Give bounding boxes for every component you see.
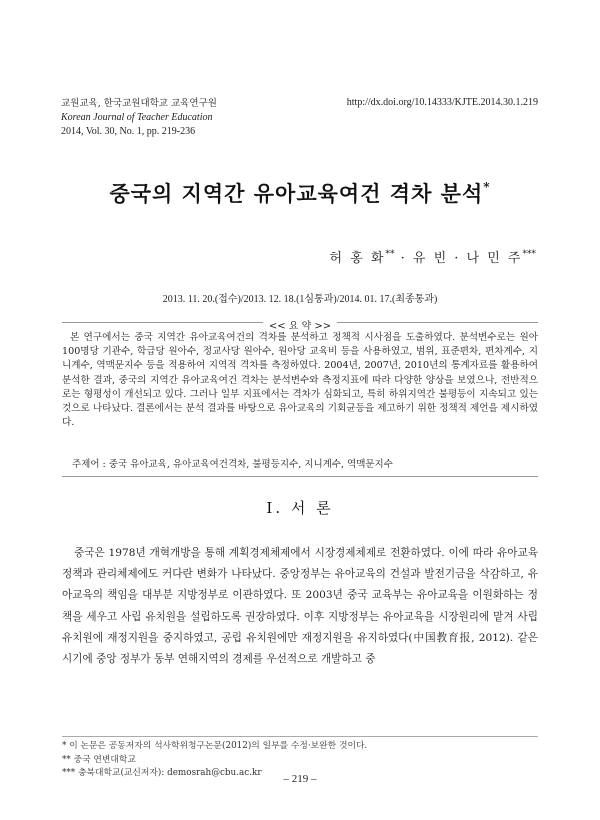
abstract-label: << 요 약 >> (263, 321, 337, 332)
paper-title-text: 중국의 지역간 유아교육여건 격차 분석 (109, 181, 484, 206)
submission-dates: 2013. 11. 20.(접수)/2013. 12. 18.(1심통과)/2014. 01. 17.(최종통과) (162, 294, 438, 305)
title-footnote-mark: * (483, 180, 491, 194)
author-name: 나 민 주 (466, 251, 523, 266)
volume-info: 2014, Vol. 30, No. 1, pp. 219-236 (61, 126, 196, 137)
abstract-bottom-rule (62, 476, 538, 477)
page-number: – 219 – (283, 773, 317, 785)
author-separator: · (394, 251, 413, 266)
footnote: *** 충북대학교(교신저자): demosrah@cbu.ac.kr (62, 768, 262, 778)
author-mark: *** (522, 249, 536, 260)
author-separator: · (448, 251, 467, 266)
footnote-rule (62, 736, 538, 737)
paper-title (0, 178, 600, 208)
doi-link[interactable]: http://dx.doi.org/10.14333/KJTE.2014.30.1.219 (346, 97, 538, 108)
author-mark: ** (385, 249, 395, 260)
abstract-text: 본 연구에서는 중국 지역간 유아교육여건의 격차를 분석하고 정책적 시사점을 도출하였다. 분석변수로는 원아 100명당 기관수, 학급당 원아수, 정교사당 원아수, 원아당 교육비 등을 사용하였고, 범위, 표준편차, 편차계수, 지니계수, 역맥문지수 등을 적용하여 지역적 격차를 측정하였다. 2004년, 2007년, 2010년의 통계자료를 활용하여 분석한 결과, 중국의 지역간 유아교육여건 격차는 분석변수와 측정지표에 따라 다양한 양상을 보였으나, 전반적으로는 형평성이 개선되고 있다. 그러나 일부 지표에서는 격차가 심화되고, 특히 하위지역간 불평등이 지속되고 있는 것으로 나타났다. 결론에서는 분석 결과를 바탕으로 유아교육의 기회균등을 제고하기 위한 정책적 제언을 제시하였다. (62, 332, 538, 429)
journal-name-en: Korean Journal of Teacher Education (61, 112, 213, 123)
keywords: 주제어 : 중국 유아교육, 유아교육여건격차, 불평등지수, 지니계수, 역맥문지수 (72, 459, 393, 470)
author-name: 허 홍 화 (329, 251, 386, 266)
journal-name-ko: 교원교육, 한국교원대학교 교육연구원 (61, 98, 217, 109)
author-name: 유 빈 (412, 251, 449, 266)
footnote: ** 중국 연변대학교 (62, 754, 136, 765)
journal-header (61, 97, 217, 139)
body-paragraph: 중국은 1978년 개혁개방을 통해 계획경제체제에서 시장경제체제로 전환하였다. 이에 따라 유아교육정책과 관리체제에도 커다란 변화가 나타났다. 중앙정부는 유아교육의 건설과 발전기금을 삭감하고, 유아교육의 책임을 대부분 지방정부로 이관하였다. 또 2003년 중국 교육부는 유아교육을 이원화하는 정책을 세우고 사립 유치원을 설립하도록 권장하였다. 이후 지방정부는 유아교육을 시장원리에 맡겨 사립 유치원에 재정지원을 중지하였고, 공립 유치원에만 재정지원을 유지하였다(中国教育报, 2012). 같은 시기에 중앙 정부가 동부 연해지역의 경제를 우선적으로 개발하고 중 (62, 547, 538, 666)
section-heading: Ⅰ. 서 론 (266, 499, 334, 517)
footnote: * 이 논문은 공동저자의 석사학위청구논문(2012)의 일부를 수정·보완한 것이다. (62, 741, 368, 751)
author-list (330, 247, 536, 266)
